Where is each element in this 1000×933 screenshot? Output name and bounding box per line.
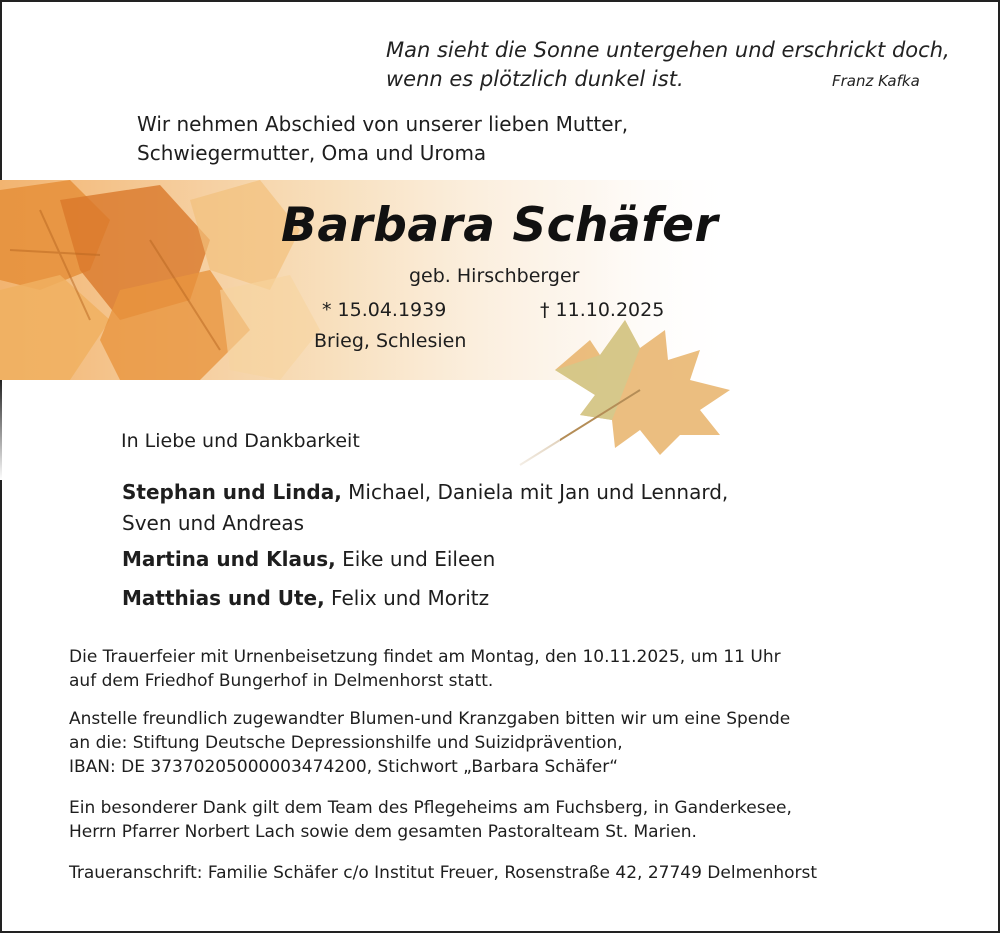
thanks-line: Herrn Pfarrer Norbert Lach sowie dem gesamten Pastoralteam St. Marien. bbox=[69, 822, 697, 842]
family-line bbox=[122, 586, 489, 610]
family-members: Michael, Daniela mit Jan und Lennard, bbox=[341, 480, 729, 504]
ceremony-line: auf dem Friedhof Bungerhof in Delmenhorst statt. bbox=[69, 671, 494, 691]
family-line bbox=[122, 547, 495, 571]
mourning-address: Traueranschrift: Familie Schäfer c/o Institut Freuer, Rosenstraße 42, 27749 Delmenhorst bbox=[69, 863, 818, 883]
quote-author: Franz Kafka bbox=[832, 72, 920, 90]
birth-date: * 15.04.1939 bbox=[322, 299, 447, 321]
family-names-bold: Martina und Klaus, bbox=[122, 547, 336, 571]
family-line bbox=[122, 480, 728, 504]
family-members: Sven und Andreas bbox=[122, 511, 305, 535]
intro-line-2: Schwiegermutter, Oma und Uroma bbox=[137, 141, 487, 165]
intro-line-1: Wir nehmen Abschied von unserer lieben Mutter, bbox=[137, 112, 629, 136]
family-members: Eike und Eileen bbox=[335, 547, 496, 571]
ceremony-paragraph bbox=[69, 645, 781, 693]
family-names-bold: Matthias und Ute, bbox=[122, 586, 325, 610]
family-line bbox=[122, 511, 304, 535]
thanks-line: Ein besonderer Dank gilt dem Team des Pflegeheims am Fuchsberg, in Ganderkesee, bbox=[69, 798, 792, 818]
thanks-paragraph bbox=[69, 796, 792, 844]
ceremony-line: Die Trauerfeier mit Urnenbeisetzung findet am Montag, den 10.11.2025, um 11 Uhr bbox=[69, 647, 781, 667]
quote-line-1: Man sieht die Sonne untergehen und erschrickt doch, bbox=[386, 38, 950, 62]
death-date: † 11.10.2025 bbox=[540, 299, 665, 321]
quote-line-2: wenn es plötzlich dunkel ist. bbox=[386, 67, 684, 91]
maiden-name: geb. Hirschberger bbox=[409, 265, 580, 287]
donation-line: Anstelle freundlich zugewandter Blumen-und Kranzgaben bitten wir um eine Spende bbox=[69, 709, 791, 729]
family-names-bold: Stephan und Linda, bbox=[122, 480, 342, 504]
donation-paragraph bbox=[69, 707, 790, 779]
donation-line: IBAN: DE 37370205000003474200, Stichwort „Barbara Schäfer“ bbox=[69, 757, 619, 777]
mourners-intro: In Liebe und Dankbarkeit bbox=[121, 430, 360, 452]
donation-line: an die: Stiftung Deutsche Depressionshilfe und Suizidprävention, bbox=[69, 733, 623, 753]
birth-place: Brieg, Schlesien bbox=[314, 330, 467, 352]
family-members: Felix und Moritz bbox=[324, 586, 490, 610]
deceased-name: Barbara Schäfer bbox=[281, 198, 719, 253]
